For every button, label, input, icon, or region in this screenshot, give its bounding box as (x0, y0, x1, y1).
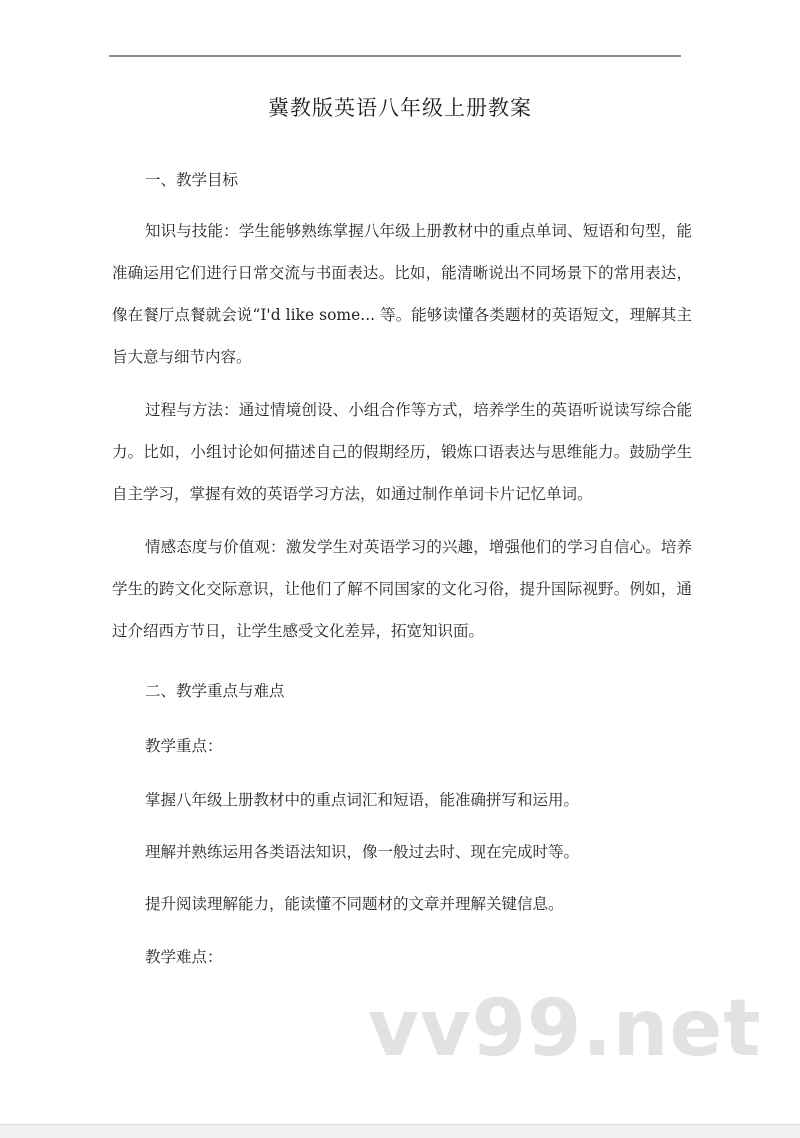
page-title: 冀教版英语八年级上册教案 (268, 96, 532, 120)
paragraph-process-methods: 过程与方法：通过情境创设、小组合作等方式，培养学生的英语听说读写综合能力。比如，小组讨论如何描述自己的假期经历，锻炼口语表达与思维能力。鼓励学生自主学习，掌握有效的英语学习方法，如通过制作单词卡片记忆单词。 (112, 401, 692, 503)
paragraph-knowledge-skills: 知识与技能：学生能够熟练掌握八年级上册教材中的重点单词、短语和句型，能准确运用它们进行日常交流与书面表达。比如，能清晰说出不同场景下的常用表达，像在餐厅点餐就会说“I'd like some... 等。能够读懂各类题材的英语短文，理解其主旨大意与细节内容。 (112, 222, 692, 366)
key-points-label: 教学重点： (145, 737, 223, 755)
page-bottom-edge (0, 1124, 800, 1138)
difficulty-label: 教学难点： (145, 948, 223, 966)
section-heading-objectives: 一、教学目标 (145, 171, 239, 189)
key-point-item: 理解并熟练运用各类语法知识，像一般过去时、现在完成时等。 (145, 843, 580, 861)
key-point-item: 提升阅读理解能力，能读懂不同题材的文章并理解关键信息。 (145, 895, 564, 913)
paragraph-attitude-values: 情感态度与价值观：激发学生对英语学习的兴趣，增强他们的学习自信心。培养学生的跨文化交际意识，让他们了解不同国家的文化习俗，提升国际视野。例如，通过介绍西方节日，让学生感受文化差异，拓宽知识面。 (112, 538, 692, 640)
header-rule (109, 55, 681, 57)
section-heading-key-difficult: 二、教学重点与难点 (145, 682, 285, 700)
key-point-item: 掌握八年级上册教材中的重点词汇和短语，能准确拼写和运用。 (145, 791, 580, 809)
watermark-text: vv99.net (368, 984, 762, 1074)
